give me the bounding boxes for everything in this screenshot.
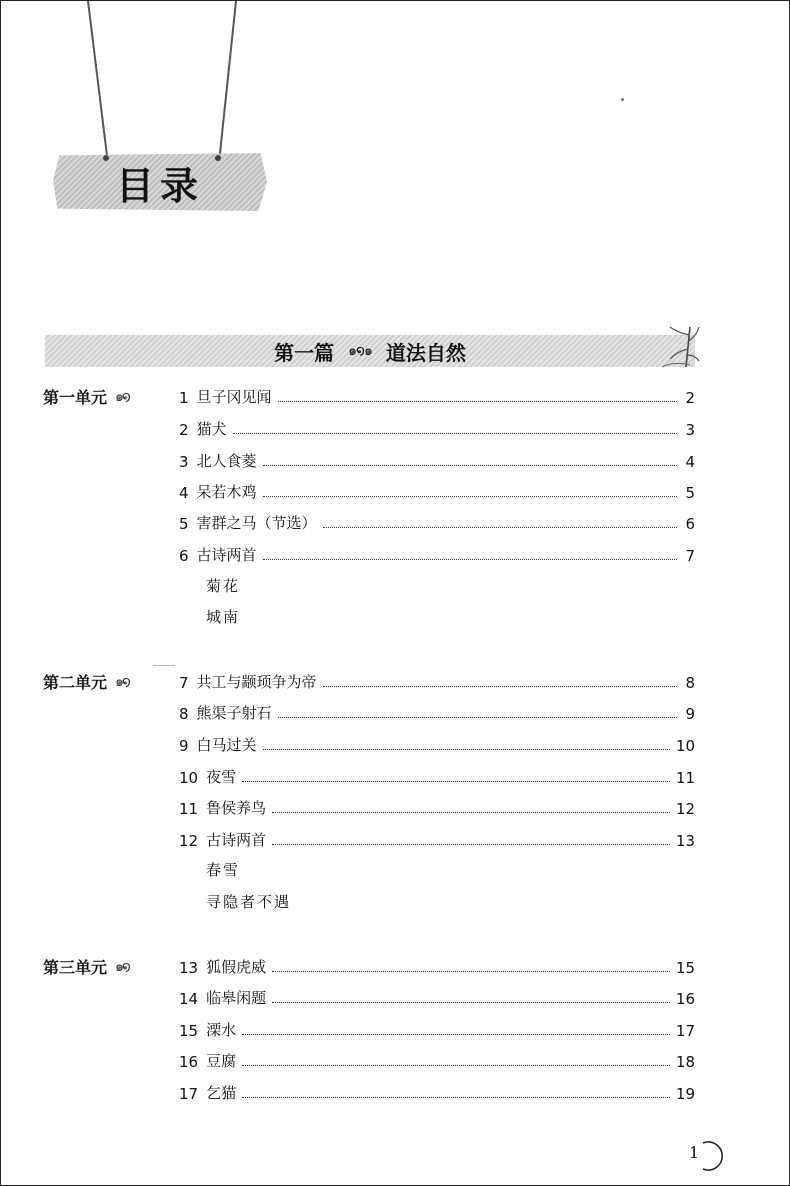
entry-page: 8: [685, 674, 695, 692]
dot-leader: [263, 748, 670, 750]
dot-leader: [242, 1033, 670, 1035]
divider-mark: [153, 665, 175, 666]
dot-leader: [272, 811, 670, 813]
entry-page: 12: [675, 800, 695, 818]
toc-subentry[interactable]: 城南: [206, 608, 241, 626]
unit-title-3: 第三单元 ๑໑: [43, 955, 129, 978]
entry-title: 古诗两首: [206, 831, 267, 849]
dot-leader: [278, 716, 677, 718]
part-label: 第一篇: [274, 340, 335, 365]
entry-page: 18: [675, 1053, 695, 1071]
entry-page: 17: [675, 1022, 695, 1040]
entry-page: 15: [675, 959, 695, 977]
part-banner-text: [45, 335, 695, 367]
toc-entry[interactable]: 7 共工与颛顼争为帝 8: [179, 673, 695, 692]
entry-page: 16: [675, 990, 695, 1008]
ink-speck: [621, 98, 624, 101]
unit-title-2: 第二单元 ๑໑: [43, 670, 129, 693]
entry-title: 临皋闲题: [206, 989, 267, 1007]
toc-entry[interactable]: 14 临皋闲题 16: [179, 989, 695, 1008]
dot-leader: [323, 685, 677, 687]
toc-entry[interactable]: 5 害群之马（节选） 6: [179, 514, 695, 533]
toc-entry[interactable]: 15 溧水 17: [179, 1021, 695, 1040]
toc-entry[interactable]: 8 熊渠子射石 9: [179, 704, 695, 723]
dot-leader: [263, 495, 677, 497]
toc-entry[interactable]: 17 乞猫 19: [179, 1084, 695, 1103]
entry-title: 害群之马（节选）: [196, 514, 317, 532]
page-number-arc-icon: [695, 1139, 727, 1173]
entry-page: 19: [675, 1085, 695, 1103]
toc-entry[interactable]: 12 古诗两首 13: [179, 831, 695, 850]
entry-title: 白马过关: [196, 736, 257, 754]
toc-page: [1, 1, 789, 1185]
toc-entry[interactable]: 3 北人食菱 4: [179, 452, 695, 471]
entry-title: 溧水: [206, 1021, 237, 1039]
toc-subentry[interactable]: 寻隐者不遇: [206, 893, 292, 911]
dot-leader: [278, 400, 677, 402]
toc-entry[interactable]: 10 夜雪 11: [179, 768, 695, 787]
entry-title: 呆若木鸡: [196, 483, 257, 501]
entry-page: 5: [685, 484, 695, 502]
dot-leader: [242, 1064, 670, 1066]
part-title: 道法自然: [385, 340, 466, 365]
dot-leader: [263, 464, 677, 466]
part-ornament: ๑໑๑: [348, 343, 372, 359]
dot-leader: [242, 1096, 670, 1098]
page-title: 目录: [115, 163, 204, 208]
entry-page: 11: [675, 769, 695, 787]
dot-leader: [272, 843, 670, 845]
entry-title: 古诗两首: [196, 546, 257, 564]
page-number: 1: [689, 1143, 700, 1162]
dot-leader: [272, 1001, 670, 1003]
entry-title: 狐假虎威: [206, 958, 267, 976]
toc-subentry[interactable]: 春雪: [206, 861, 241, 879]
toc-entry[interactable]: 4 呆若木鸡 5: [179, 483, 695, 502]
toc-entry[interactable]: 13 狐假虎威 15: [179, 958, 695, 977]
entry-page: 3: [685, 421, 695, 439]
entry-page: 7: [685, 547, 695, 565]
toc-entry[interactable]: 9 白马过关 10: [179, 736, 695, 755]
toc-subentry[interactable]: 菊花: [206, 577, 241, 595]
swirl-icon: ๑໑: [115, 958, 129, 975]
bamboo-icon: [656, 323, 700, 369]
entry-title: 熊渠子射石: [196, 704, 272, 722]
dot-leader: [272, 970, 670, 972]
dot-leader: [242, 780, 670, 782]
dot-leader: [233, 432, 677, 434]
entry-title: 旦子冈见闻: [196, 388, 272, 406]
entry-page: 9: [685, 705, 695, 723]
entry-page: 6: [685, 515, 695, 533]
entry-title: 夜雪: [206, 768, 237, 786]
swirl-icon: ๑໑: [115, 673, 129, 690]
entry-title: 鲁侯养鸟: [206, 799, 267, 817]
entry-page: 4: [685, 453, 695, 471]
entry-title: 乞猫: [206, 1084, 237, 1102]
entry-page: 10: [675, 737, 695, 755]
entry-title: 北人食菱: [196, 452, 257, 470]
entry-title: 共工与颛顼争为帝: [196, 673, 317, 691]
entry-page: 2: [685, 389, 695, 407]
entry-title: 猫犬: [196, 420, 227, 438]
dot-leader: [263, 558, 677, 560]
entry-title: 豆腐: [206, 1052, 237, 1070]
toc-entry[interactable]: 16 豆腐 18: [179, 1052, 695, 1071]
unit-title-1: 第一单元 ๑໑: [43, 385, 129, 408]
toc-entry[interactable]: 6 古诗两首 7: [179, 546, 695, 565]
left-rope: [87, 1, 108, 160]
entry-page: 13: [675, 832, 695, 850]
toc-entry[interactable]: 1 旦子冈见闻 2: [179, 388, 695, 407]
toc-entry[interactable]: 11 鲁侯养鸟 12: [179, 799, 695, 818]
right-rope: [218, 1, 237, 160]
toc-entry[interactable]: 2 猫犬 3: [179, 420, 695, 439]
dot-leader: [323, 526, 677, 528]
swirl-icon: ๑໑: [115, 388, 129, 405]
